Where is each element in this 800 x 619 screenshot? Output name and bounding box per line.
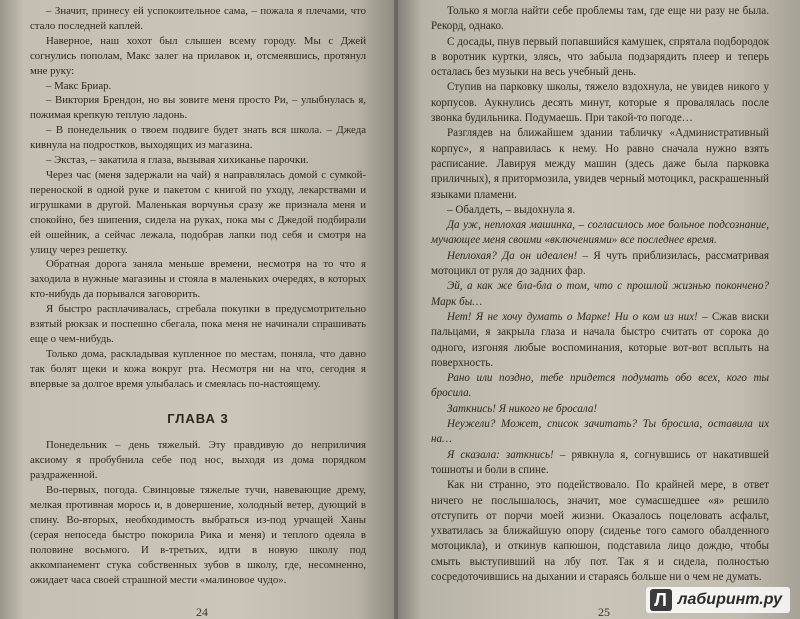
- left-page-text: [30, 4, 366, 588]
- page-number: 25: [598, 605, 610, 619]
- paragraph-rest: – Я чуть приблизилась, рассматривая мотоцикл от руля до задних фар.: [431, 249, 770, 278]
- italic-phrase: Я сказала: заткнись!: [447, 448, 554, 461]
- italic-paragraph: Заткнись! Я никого не бросала!: [447, 402, 598, 415]
- paragraph: Во-первых, погода. Свинцовые тяжелые тучи, навевающие дрему, мелкая противная морось и, в довершение, холодный ветер, дующий в спину. Во-вторых, необходимость выбраться из-под урчащей Ханы (серая непоседа быстро покорила Рика и меня) и теплого одеяла в половине восьмого. И в-третьих, идти в новую школу под аккомпанемент стука собственных зубов в школу, где, несомненно, ожидает часа своей страшной мести «малиновое чудо».: [30, 484, 366, 586]
- paragraph: Разглядев на ближайшем здании табличку «Административный корпус», я направилась к нему. Но равно сначала нужно взять расписание. Лавируя между машин (здесь даже была парковка приличных), я притормозила, увидев черный мотоцикл, раскрашенный языками пламени.: [431, 127, 769, 201]
- paragraph: Только я могла найти себе проблемы там, где еще ни разу не была. Рекорд, однако.: [431, 5, 769, 33]
- paragraph: Наверное, наш хохот был слышен всему городу. Мы с Джей согнулись пополам, Макс залег на прилавок и, отсмеявшись, протянул мне руку:: [30, 34, 366, 77]
- paragraph: Я быстро расплачивалась, сгребала покупки в предусмотрительно взятый рюкзак и поспешно сбегала, пока меня не начинали спрашивать еще о чем-нибудь.: [30, 303, 366, 345]
- paragraph: Обратная дорога заняла меньше времени, несмотря на то что я заходила в нужные магазины и стояла в маленьких очередях, в которых кто-нибудь да порывался заговорить.: [30, 258, 366, 301]
- labirint-logo-icon: Л: [650, 589, 672, 611]
- paragraph: С досады, пнув первый попавшийся камушек, спрятала подбородок в воротник куртки, злясь, что забыла подзарядить плеер и теперь осталась без музыки на весь учебный день.: [431, 35, 769, 79]
- paragraph: Как ни странно, это подействовало. По крайней мере, в ответ ничего не послышалось, значит, мое сумасшедшее «я» решило отступить от порчи моей жизни. Оказалось поцеловать асфальт, ухватилась за ближайшую опору (сиденье того самого обалденного мотоцикла), и откинув капюшон, подставила лицо дождю, чтобы смыть выступивший на лбу пот. Так я и сидела, полностью сосредоточившись на дыхании и стараясь больше ни о чем не думать.: [431, 479, 769, 583]
- paragraph: – Обалдеть, – выдохнула я.: [447, 203, 576, 216]
- paragraph: [431, 249, 769, 280]
- right-page-text: [431, 4, 769, 585]
- italic-paragraph: Эй, а как же бла-бла о том, что с прошлой жизнью покончено? Марк бы…: [431, 280, 769, 308]
- paragraph: – Виктория Брендон, но вы зовите меня просто Ри, – улыбнулась я, пожимая крепкую теплую ладонь.: [30, 94, 366, 122]
- italic-paragraph: Неужели? Может, список зачитать? Ты бросила, оставила их на…: [431, 418, 769, 446]
- paragraph: – Макс Бриар.: [46, 79, 112, 92]
- paragraph-rest: – Сжав виски пальцами, я закрыла глаза и начала быстро считать от сорока до одного, изгоняя любые воспоминания, которые вот-вот всплыть на поверхность.: [431, 310, 769, 369]
- page-number: 24: [196, 605, 208, 619]
- right-page: [398, 0, 800, 619]
- paragraph: – Значит, принесу ей успокоительное сама, – пожала я плечами, что стало последней каплей.: [30, 5, 366, 32]
- paragraph: Только дома, раскладывая купленное по местам, поняла, что давно так болят щеки и кожа вокруг рта. Несмотря ни на что, сегодня я впервые за долгое время улыбалась и смеялась по-настоящему.: [30, 347, 366, 390]
- paragraph: [431, 310, 769, 371]
- italic-phrase: Нет! Я не хочу думать о Марке! Ни о ком из них!: [447, 310, 698, 323]
- paragraph-rest: – рявкнула я, согнувшись от накатившей тошноты и боли в спине.: [431, 448, 769, 476]
- italic-paragraph: Да уж, неплохая машинка, – согласилось мое больное подсознание, мучающее меня своими «включениями» все последнее время.: [431, 219, 769, 247]
- chapter-heading: ГЛАВА 3: [167, 410, 229, 426]
- paragraph: Через час (меня задержали на чай) я направлялась домой с сумкой-переноской в одной руке и пакетом с книгой по уходу, лекарствами и игрушками в другой. Маленькая ворчунья сразу же признала меня и спокойно, без шипения, сидела на руках, пока мы с Джедой подбирали ей ошейник, а сейчас лежала, подобрав лапки под себя и смотря на улицу через решетку.: [30, 168, 366, 256]
- watermark-text: лабиринт.ру: [677, 591, 782, 608]
- paragraph: – В понедельник о твоем подвиге будет знать вся школа. – Джеда кивнула на подростков, выходящих из магазина.: [30, 124, 366, 152]
- left-page: [0, 0, 396, 619]
- paragraph: – Экстаз, – закатила я глаза, вызывая хихиканье парочки.: [46, 154, 309, 167]
- paragraph: Ступив на парковку школы, тяжело вздохнула, не увидев никого у корпусов. Аукнулись десять минут, которые я провалялась после звонка будильника. Подумаешь. При такой-то погоде…: [431, 81, 769, 125]
- paragraph: [431, 448, 769, 479]
- italic-phrase: Неплохая? Да он идеален!: [447, 249, 578, 262]
- labirint-watermark: [646, 587, 790, 613]
- italic-paragraph: Рано или поздно, тебе придется подумать обо всех, кого ты бросила.: [431, 372, 769, 400]
- paragraph: Понедельник – день тяжелый. Эту правдивую до неприличия аксиому я пробубнила себе под нос, выходя из дома порядком раздраженной.: [30, 439, 366, 482]
